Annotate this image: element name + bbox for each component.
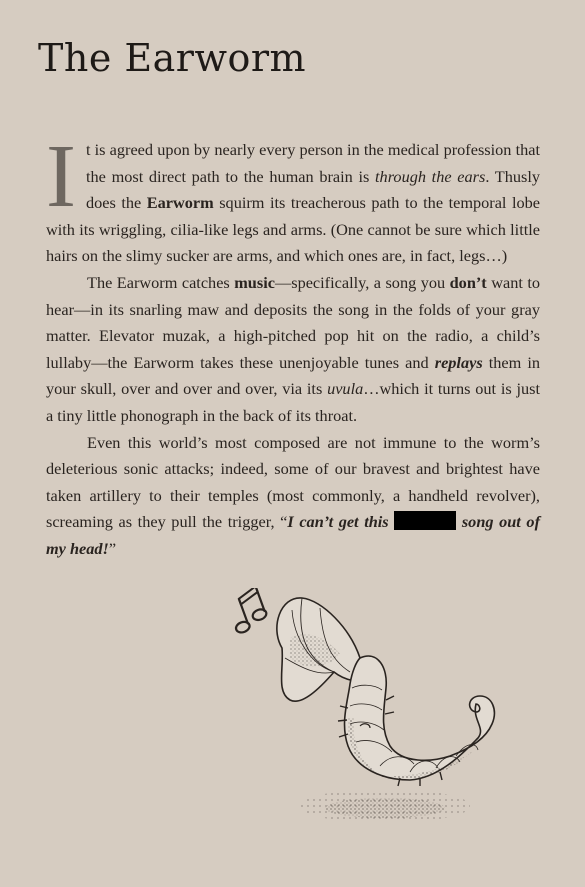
text-run: want to hear—in its snarling maw and deposits the song in the folds of your gray matter. Elevator muzak, a high-pitched pop hit on the radio, a child’s lullaby—the Earworm takes these unenjoyable tunes and	[46, 272, 541, 372]
redaction-bar	[394, 511, 456, 530]
bold-text: music	[234, 272, 275, 292]
body-text	[46, 127, 541, 563]
text-run: ”	[108, 538, 117, 558]
text-run: The Earworm catches	[87, 272, 235, 292]
emphasis-text: uvula	[327, 379, 364, 399]
bold-italic-text: replays	[434, 352, 483, 372]
bold-italic-text: I can’t get this	[287, 512, 395, 532]
text-run: them in your skull, over and over and over, via its	[46, 352, 541, 399]
text-run: —specifically, a song you	[274, 272, 450, 292]
paragraph-3	[46, 430, 540, 563]
text-run: Even this world’s most composed are not immune to the worm’s deleterious sonic attacks; indeed, some of our bravest and brightest have taken artillery to their temples (most commonly, a handheld revolver), screaming as they pull the trigger, “	[46, 432, 540, 532]
text-run: . Thusly does the	[85, 166, 541, 213]
drop-cap: I	[46, 127, 76, 226]
paragraph-1	[46, 127, 541, 270]
emphasis-text: through the ears	[375, 166, 486, 186]
bold-text: don’t	[449, 272, 487, 292]
earworm-illustration	[210, 588, 510, 833]
text-run: …which it turns out is just a tiny little phonograph in the back of its throat.	[46, 379, 540, 425]
text-run: squirm its treacherous path to the temporal lobe with its wriggling, cilia-like legs and arms. (One cannot be sure which little hairs on the slimy sucker are arms, and which ones are, in fact, legs…)	[46, 193, 540, 266]
paragraph-2	[46, 270, 540, 430]
bold-italic-text: song out of my head!	[46, 512, 540, 558]
music-note-icon	[225, 588, 270, 634]
earworm-body	[338, 656, 494, 786]
text-run: t is agreed upon by nearly every person in the medical profession that the most direct path to the human brain is	[85, 140, 540, 186]
page-title: The Earworm	[38, 36, 307, 80]
bold-text: Earworm	[146, 193, 214, 213]
